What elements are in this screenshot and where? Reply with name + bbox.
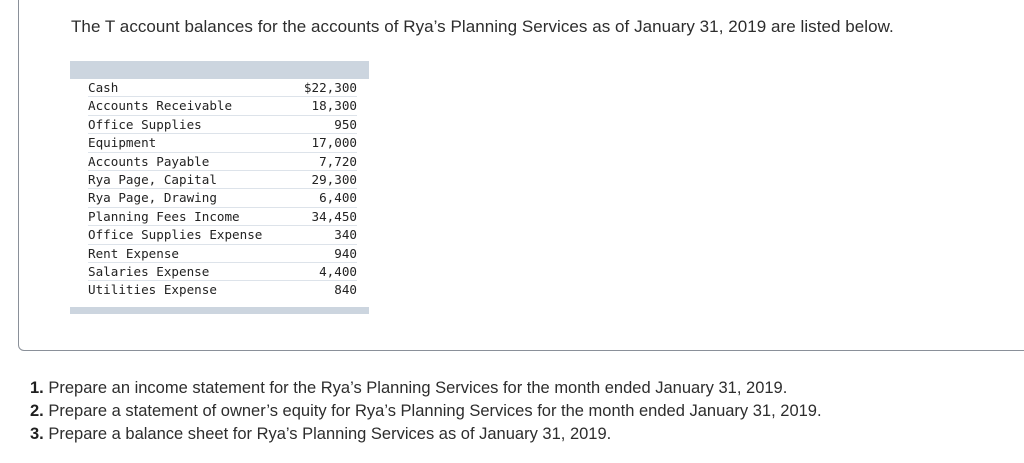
account-amount: 6,400 (319, 190, 357, 206)
task-number: 3. (30, 425, 44, 443)
table-row (88, 97, 357, 115)
task-number: 1. (30, 379, 44, 397)
account-name: Office Supplies (88, 116, 202, 132)
table-row (88, 226, 357, 244)
account-name: Accounts Receivable (88, 98, 233, 114)
table-header-bar (70, 61, 369, 79)
account-name: Utilities Expense (88, 282, 217, 298)
account-amount: 34,450 (311, 208, 357, 224)
intro-text: The T account balances for the accounts of Rya’s Planning Services as of January 31, 2019 are listed below. (71, 17, 894, 36)
account-name: Salaries Expense (88, 263, 210, 279)
account-name: Rya Page, Drawing (88, 190, 217, 206)
table-row (88, 134, 357, 152)
account-name: Cash (88, 80, 119, 95)
account-balances-table (70, 61, 369, 314)
task-text: Prepare an income statement for the Rya’s Planning Services for the month ended January 31, 2019. (48, 379, 788, 397)
table-row (88, 263, 357, 281)
table-row (88, 245, 357, 263)
account-amount: 7,720 (319, 153, 357, 169)
table-row (88, 153, 357, 171)
account-amount: $22,300 (303, 80, 357, 95)
task-item (30, 423, 822, 446)
table-row (88, 281, 357, 299)
task-item (30, 400, 822, 423)
account-amount: 340 (334, 227, 357, 243)
account-rows (88, 79, 357, 300)
account-name: Office Supplies Expense (88, 227, 263, 243)
table-row (88, 208, 357, 226)
account-amount: 18,300 (311, 98, 357, 114)
table-row (88, 189, 357, 207)
account-amount: 840 (334, 282, 357, 298)
task-list (30, 377, 822, 446)
table-row (88, 116, 357, 134)
table-row (88, 171, 357, 189)
table-row (88, 79, 357, 97)
account-name: Rya Page, Capital (88, 171, 217, 187)
account-amount: 17,000 (311, 135, 357, 151)
account-amount: 950 (334, 116, 357, 132)
account-name: Rent Expense (88, 245, 179, 261)
account-name: Accounts Payable (88, 153, 210, 169)
task-item (30, 377, 822, 400)
account-amount: 29,300 (311, 171, 357, 187)
task-text: Prepare a statement of owner’s equity for Rya’s Planning Services for the month ended January 31, 2019. (48, 402, 822, 420)
table-footer-bar (70, 307, 369, 314)
account-amount: 4,400 (319, 263, 357, 279)
account-name: Equipment (88, 135, 157, 151)
account-name: Planning Fees Income (88, 208, 240, 224)
task-number: 2. (30, 402, 44, 420)
task-text: Prepare a balance sheet for Rya’s Planning Services as of January 31, 2019. (48, 425, 612, 443)
account-amount: 940 (334, 245, 357, 261)
